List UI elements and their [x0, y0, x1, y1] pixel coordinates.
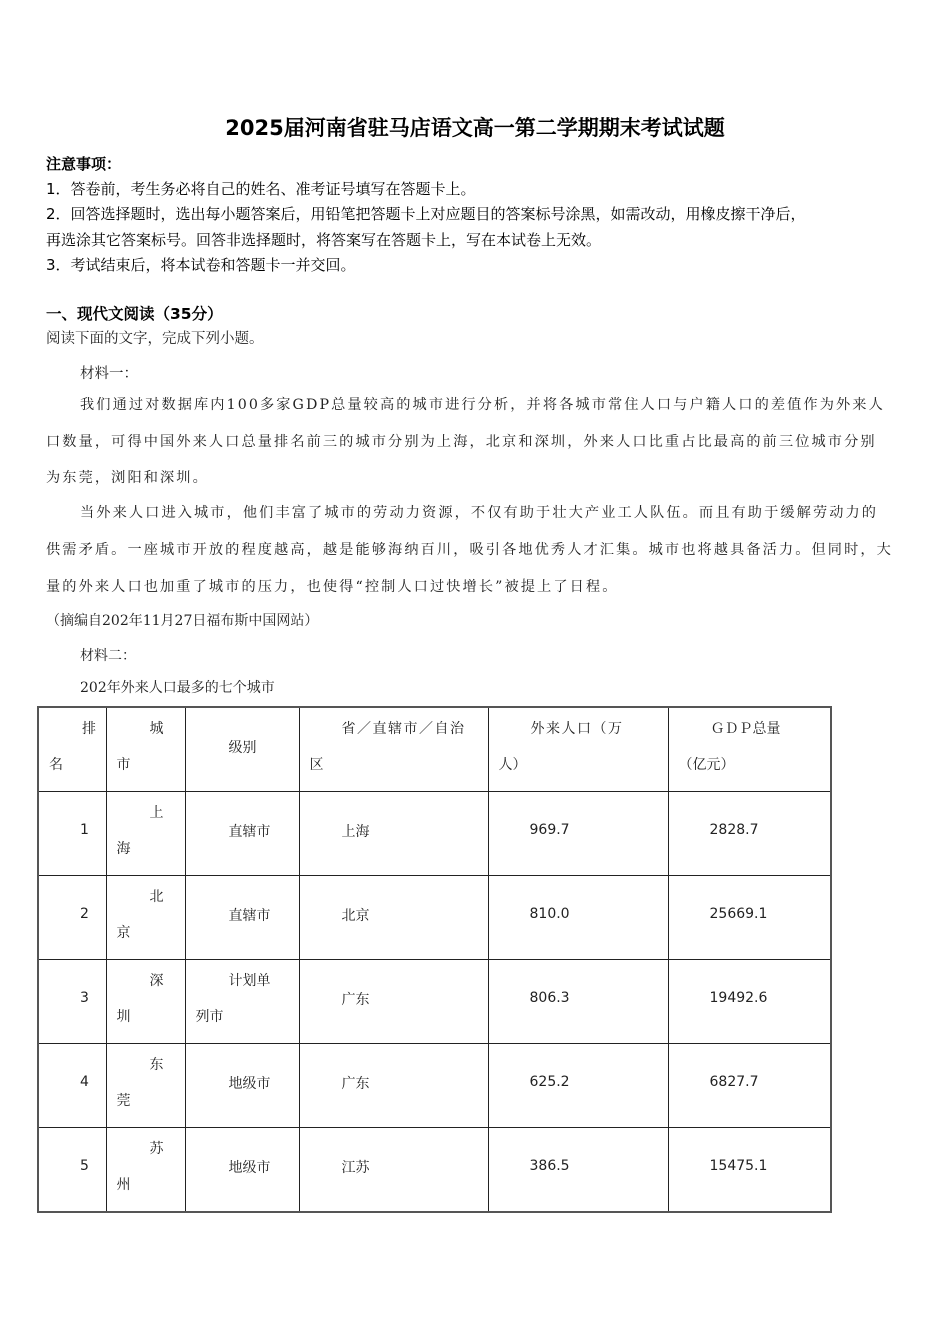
material-1-para-1-line-2: 口数量，可得中国外来人口总量排名前三的城市分别为上海，北京和深圳，外来人口比重占比最高的前三位城市分别 — [46, 434, 877, 450]
material-1-label: 材料一： — [80, 366, 138, 382]
cell-rank: 2 — [38, 876, 106, 960]
cell-level: 直辖市 — [185, 876, 299, 960]
cell-migrants: 969.7 — [488, 792, 668, 876]
header-gdp: ＧＤＰ总量 （亿元） — [668, 707, 831, 792]
cell-rank: 5 — [38, 1128, 106, 1213]
cell-province: 上海 — [299, 792, 488, 876]
cell-migrants: 806.3 — [488, 960, 668, 1044]
cell-gdp: 15475.1 — [668, 1128, 831, 1213]
cell-city: 北 京 — [106, 876, 185, 960]
cell-province: 广东 — [299, 1044, 488, 1128]
cell-rank: 1 — [38, 792, 106, 876]
material-1-para-2-line-2: 供需矛盾。一座城市开放的程度越高，越是能够海纳百川，吸引各地优秀人才汇集。城市也将越具备活力。但同时，大 — [46, 542, 893, 558]
migrant-city-table — [37, 706, 832, 1213]
table-row — [38, 1128, 831, 1213]
material-1-para-2-line-3: 量的外来人口也加重了城市的压力，也使得“控制人口过快增长”被提上了日程。 — [46, 579, 619, 595]
notice-item-2-cont: 再选涂其它答案标号。回答非选择题时，将答案写在答题卡上，写在本试卷上无效。 — [46, 231, 602, 249]
cell-migrants: 386.5 — [488, 1128, 668, 1213]
cell-province: 北京 — [299, 876, 488, 960]
header-rank: 排 名 — [38, 707, 106, 792]
header-province: 省／直辖市／自治 区 — [299, 707, 488, 792]
cell-gdp: 19492.6 — [668, 960, 831, 1044]
cell-rank: 3 — [38, 960, 106, 1044]
table-row — [38, 960, 831, 1044]
cell-rank: 4 — [38, 1044, 106, 1128]
table-header-row — [38, 707, 831, 792]
material-2-label: 材料二： — [80, 648, 136, 664]
table-row — [38, 792, 831, 876]
table-caption: 202年外来人口最多的七个城市 — [80, 680, 275, 696]
notice-item-2: 2．回答选择题时，选出每小题答案后，用铅笔把答题卡上对应题目的答案标号涂黑，如需改动，用橡皮擦干净后， — [46, 205, 806, 223]
cell-migrants: 625.2 — [488, 1044, 668, 1128]
header-migrants: 外来人口（万 人） — [488, 707, 668, 792]
material-1-para-2-line-1: 当外来人口进入城市，他们丰富了城市的劳动力资源，不仅有助于壮大产业工人队伍。而且有助于缓解劳动力的 — [80, 505, 879, 521]
table-row — [38, 1044, 831, 1128]
notice-item-1: 1．答卷前，考生务必将自己的姓名、准考证号填写在答题卡上。 — [46, 180, 476, 198]
cell-migrants: 810.0 — [488, 876, 668, 960]
notice-heading: 注意事项： — [46, 155, 122, 173]
page-title: 2025届河南省驻马店语文高一第二学期期末考试试题 — [225, 116, 725, 140]
cell-level: 地级市 — [185, 1044, 299, 1128]
cell-gdp: 2828.7 — [668, 792, 831, 876]
material-1-para-1-line-3: 为东莞，浏阳和深圳。 — [46, 470, 209, 486]
material-1-source: （摘编自202年11月27日福布斯中国网站） — [46, 613, 319, 629]
material-1-para-1-line-1: 我们通过对数据库内100多家GDP总量较高的城市进行分析，并将各城市常住人口与户籍人口的差值作为外来人 — [80, 397, 885, 413]
cell-gdp: 6827.7 — [668, 1044, 831, 1128]
cell-city: 苏 州 — [106, 1128, 185, 1213]
cell-gdp: 25669.1 — [668, 876, 831, 960]
section-heading: 一、现代文阅读（35分） — [46, 305, 223, 323]
cell-level: 计划单 列市 — [185, 960, 299, 1044]
section-instruction: 阅读下面的文字，完成下列小题。 — [46, 331, 264, 347]
cell-city: 深 圳 — [106, 960, 185, 1044]
cell-province: 广东 — [299, 960, 488, 1044]
header-city: 城 市 — [106, 707, 185, 792]
notice-item-3: 3．考试结束后，将本试卷和答题卡一并交回。 — [46, 256, 356, 274]
cell-city: 东 莞 — [106, 1044, 185, 1128]
cell-level: 直辖市 — [185, 792, 299, 876]
cell-level: 地级市 — [185, 1128, 299, 1213]
cell-city: 上 海 — [106, 792, 185, 876]
cell-province: 江苏 — [299, 1128, 488, 1213]
table-row — [38, 876, 831, 960]
header-level: 级别 — [185, 707, 299, 792]
